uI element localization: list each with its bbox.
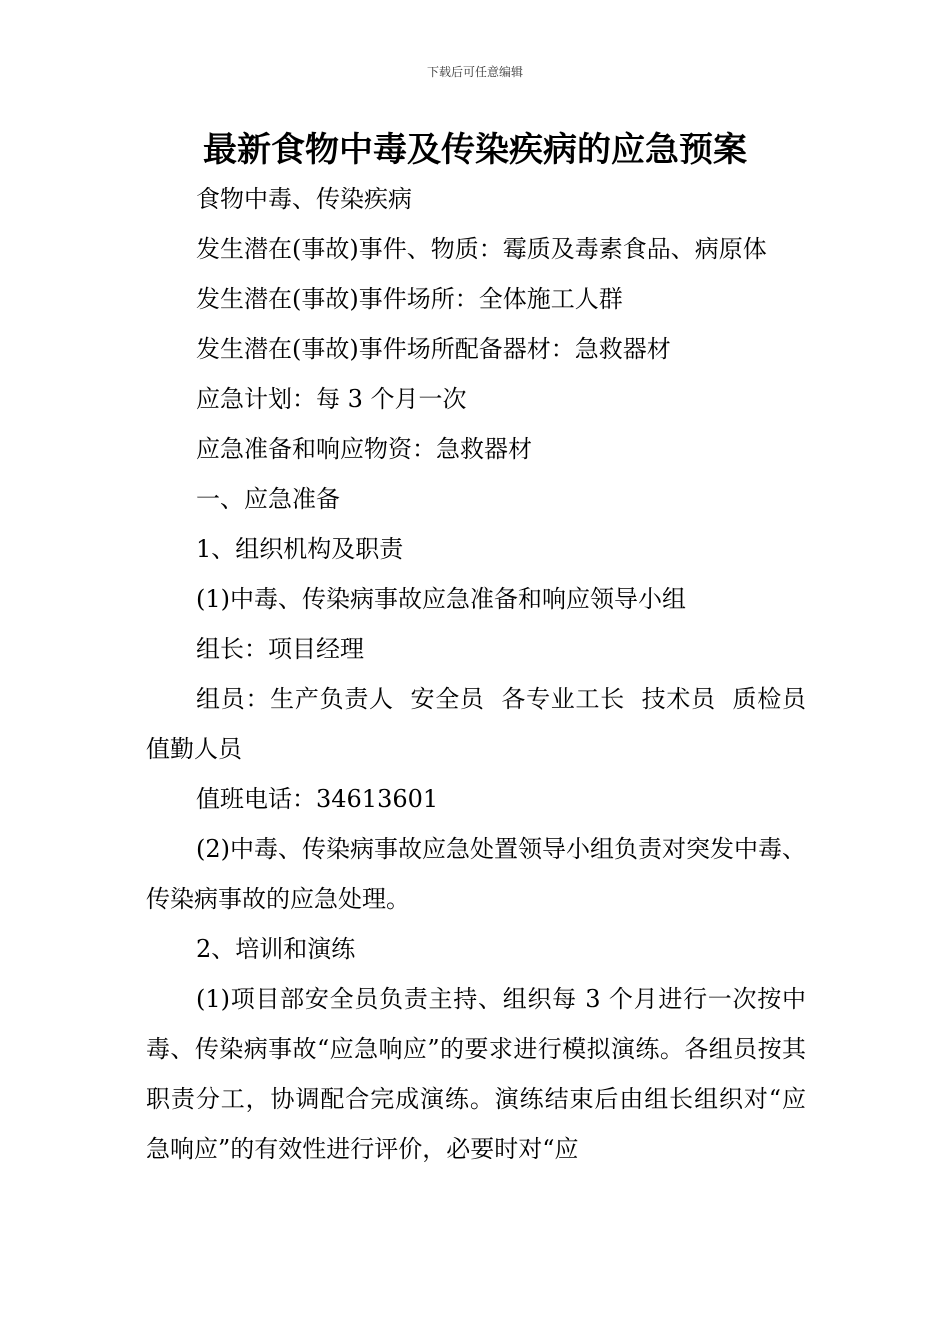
subsection-heading-organization: 1、组织机构及职责 <box>196 535 404 563</box>
document-body <box>146 174 822 1174</box>
paragraph-disposal-group: (2)中毒、传染病事故应急处置领导小组负责对突发中毒、传染病事故的应急处理。 <box>146 835 806 913</box>
paragraph-equipment: 发生潜在(事故)事件场所配备器材：急救器材 <box>196 335 671 363</box>
paragraph-duty-phone: 值班电话：34613601 <box>196 785 439 813</box>
paragraph-incident-type: 食物中毒、传染疾病 <box>196 185 412 213</box>
paragraph-incident-location: 发生潜在(事故)事件场所：全体施工人群 <box>196 285 623 313</box>
paragraph-group-leader: 组长：项目经理 <box>196 635 364 663</box>
page-header-note: 下载后可任意编辑 <box>426 65 523 79</box>
section-heading-preparation: 一、应急准备 <box>196 485 340 513</box>
subsection-heading-training: 2、培训和演练 <box>196 935 356 963</box>
paragraph-incident-substances: 发生潜在(事故)事件、物质：霉质及毒素食品、病原体 <box>196 235 767 263</box>
paragraph-supplies: 应急准备和响应物资：急救器材 <box>196 435 532 463</box>
document-title: 最新食物中毒及传染疾病的应急预案 <box>203 130 747 170</box>
paragraph-leadership-group: (1)中毒、传染病事故应急准备和响应领导小组 <box>196 585 686 613</box>
paragraph-emergency-plan: 应急计划：每 3 个月一次 <box>196 385 467 413</box>
paragraph-group-members: 组员：生产负责人 安全员 各专业工长 技术员 质检员 值勤人员 <box>146 685 822 763</box>
paragraph-drill-description: (1)项目部安全员负责主持、组织每 3 个月进行一次按中毒、传染病事故“应急响应”的要求进行模拟演练。各组员按其职责分工，协调配合完成演练。演练结束后由组长组织对“应急响应”的有效性进行评价，必要时对“应 <box>146 985 806 1163</box>
